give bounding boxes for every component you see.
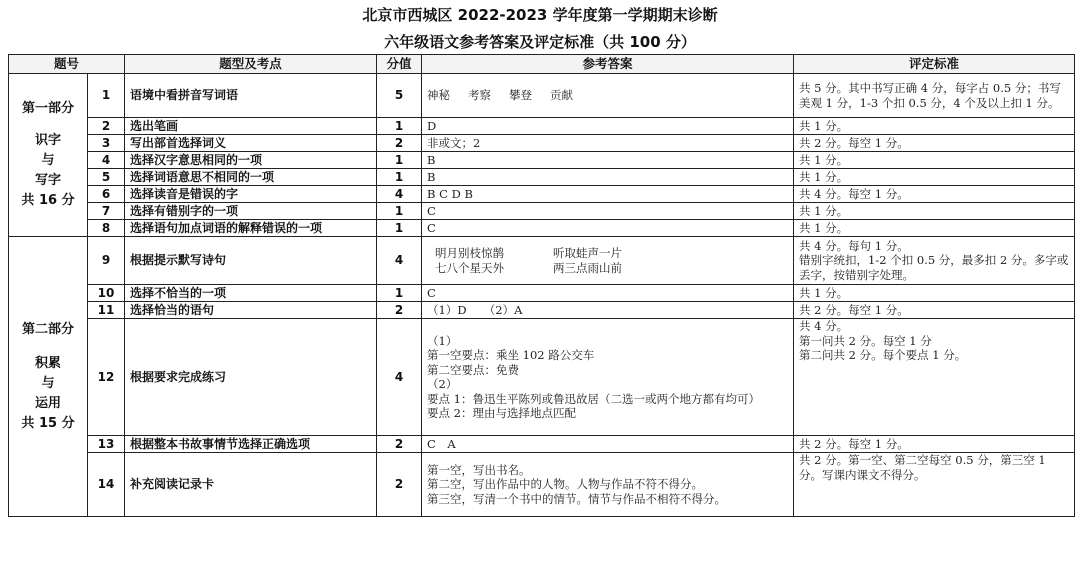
row-type: 选择有错别字的一项 bbox=[125, 203, 377, 220]
row-type: 选择词语意思不相同的一项 bbox=[125, 169, 377, 186]
row-score: 4 bbox=[377, 319, 422, 436]
table-row bbox=[9, 302, 1075, 319]
row-type: 选择汉字意思相同的一项 bbox=[125, 152, 377, 169]
row-score: 5 bbox=[377, 74, 422, 118]
row-no: 11 bbox=[88, 302, 125, 319]
row-standard: 共 1 分。 bbox=[794, 152, 1075, 169]
header-answer: 参考答案 bbox=[422, 55, 794, 74]
table-row bbox=[9, 237, 1075, 285]
table-row bbox=[9, 118, 1075, 135]
row-no: 2 bbox=[88, 118, 125, 135]
page-subtitle: 六年级语文参考答案及评定标准（共 100 分） bbox=[384, 33, 696, 51]
row-answer: C bbox=[422, 220, 794, 237]
row-score: 1 bbox=[377, 169, 422, 186]
table-row bbox=[9, 203, 1075, 220]
table-row bbox=[9, 319, 1075, 436]
row-type: 根据提示默写诗句 bbox=[125, 237, 377, 285]
table-row bbox=[9, 453, 1075, 517]
header-type: 题型及考点 bbox=[125, 55, 377, 74]
row-answer: 明月别枝惊鹊 听取蛙声一片 七八个星天外 两三点雨山前 bbox=[422, 237, 794, 285]
row-score: 4 bbox=[377, 237, 422, 285]
row-score: 4 bbox=[377, 186, 422, 203]
table-row bbox=[9, 169, 1075, 186]
row-type: 选择读音是错误的字 bbox=[125, 186, 377, 203]
row-answer: 第一空，写出书名。 第二空，写出作品中的人物。人物与作品不符不得分。 第三空，写清一个书中的情节。情节与作品不相符不得分。 bbox=[422, 453, 794, 517]
row-type: 写出部首选择词义 bbox=[125, 135, 377, 152]
table-row bbox=[9, 220, 1075, 237]
row-standard: 共 1 分。 bbox=[794, 169, 1075, 186]
row-no: 14 bbox=[88, 453, 125, 517]
row-no: 5 bbox=[88, 169, 125, 186]
row-standard: 共 2 分。每空 1 分。 bbox=[794, 436, 1075, 453]
row-standard: 共 1 分。 bbox=[794, 220, 1075, 237]
row-standard: 共 4 分。每空 1 分。 bbox=[794, 186, 1075, 203]
row-score: 1 bbox=[377, 203, 422, 220]
table-row bbox=[9, 152, 1075, 169]
row-score: 2 bbox=[377, 302, 422, 319]
row-answer: 神秘 考察 攀登 贡献 bbox=[422, 74, 794, 118]
row-type: 选择恰当的语句 bbox=[125, 302, 377, 319]
row-standard: 共 4 分。每句 1 分。 错别字统扣，1-2 个扣 0.5 分，最多扣 2 分。多字或丢字，按错别字处理。 bbox=[794, 237, 1075, 285]
section-part2: 第二部分 积累 与 运用 共 15 分 bbox=[9, 237, 88, 517]
table-row bbox=[9, 74, 1075, 118]
row-type: 语境中看拼音写词语 bbox=[125, 74, 377, 118]
row-answer: C bbox=[422, 285, 794, 302]
header-no: 题号 bbox=[9, 55, 125, 74]
row-no: 8 bbox=[88, 220, 125, 237]
header-score: 分值 bbox=[377, 55, 422, 74]
row-no: 10 bbox=[88, 285, 125, 302]
row-answer: D bbox=[422, 118, 794, 135]
row-standard: 共 4 分。 第一问共 2 分。每空 1 分 第二问共 2 分。每个要点 1 分。 bbox=[794, 319, 1075, 436]
row-standard: 共 1 分。 bbox=[794, 285, 1075, 302]
row-score: 2 bbox=[377, 453, 422, 517]
row-no: 13 bbox=[88, 436, 125, 453]
row-standard: 共 1 分。 bbox=[794, 203, 1075, 220]
row-standard: 共 5 分。其中书写正确 4 分，每字占 0.5 分；书写美观 1 分，1-3 个扣 0.5 分，4 个及以上扣 1 分。 bbox=[794, 74, 1075, 118]
row-answer: C A bbox=[422, 436, 794, 453]
row-score: 1 bbox=[377, 152, 422, 169]
row-no: 9 bbox=[88, 237, 125, 285]
row-answer: B bbox=[422, 152, 794, 169]
table-row bbox=[9, 135, 1075, 152]
row-score: 2 bbox=[377, 135, 422, 152]
row-standard: 共 1 分。 bbox=[794, 118, 1075, 135]
row-answer: B bbox=[422, 169, 794, 186]
row-type: 补充阅读记录卡 bbox=[125, 453, 377, 517]
row-standard: 共 2 分。每空 1 分。 bbox=[794, 302, 1075, 319]
row-score: 1 bbox=[377, 285, 422, 302]
answer-table bbox=[8, 54, 1075, 517]
row-score: 1 bbox=[377, 118, 422, 135]
row-no: 4 bbox=[88, 152, 125, 169]
row-type: 根据要求完成练习 bbox=[125, 319, 377, 436]
row-no: 6 bbox=[88, 186, 125, 203]
table-row bbox=[9, 186, 1075, 203]
table-row bbox=[9, 285, 1075, 302]
header-standard: 评定标准 bbox=[794, 55, 1075, 74]
page-title: 北京市西城区 2022-2023 学年度第一学期期末诊断 bbox=[362, 6, 718, 24]
row-answer: B C D B bbox=[422, 186, 794, 203]
row-type: 选择不恰当的一项 bbox=[125, 285, 377, 302]
row-no: 7 bbox=[88, 203, 125, 220]
row-answer: （1）D （2）A bbox=[422, 302, 794, 319]
row-score: 1 bbox=[377, 220, 422, 237]
row-no: 3 bbox=[88, 135, 125, 152]
row-score: 2 bbox=[377, 436, 422, 453]
row-answer: C bbox=[422, 203, 794, 220]
row-answer: （1） 第一空要点：乘坐 102 路公交车 第二空要点：免费 （2） 要点 1：鲁迅生平陈列或鲁迅故居（二选一或两个地方都有均可） 要点 2：理由与选择地点匹配 bbox=[422, 319, 794, 436]
row-no: 1 bbox=[88, 74, 125, 118]
row-type: 选出笔画 bbox=[125, 118, 377, 135]
section-part1: 第一部分 识字 与 写字 共 16 分 bbox=[9, 74, 88, 237]
row-type: 选择语句加点词语的解释错误的一项 bbox=[125, 220, 377, 237]
row-no: 12 bbox=[88, 319, 125, 436]
row-standard: 共 2 分。第一空、第二空每空 0.5 分，第三空 1 分。写课内课文不得分。 bbox=[794, 453, 1075, 517]
table-row bbox=[9, 436, 1075, 453]
row-answer: 非或文；2 bbox=[422, 135, 794, 152]
row-type: 根据整本书故事情节选择正确选项 bbox=[125, 436, 377, 453]
row-standard: 共 2 分。每空 1 分。 bbox=[794, 135, 1075, 152]
table-header-row bbox=[9, 55, 1075, 74]
